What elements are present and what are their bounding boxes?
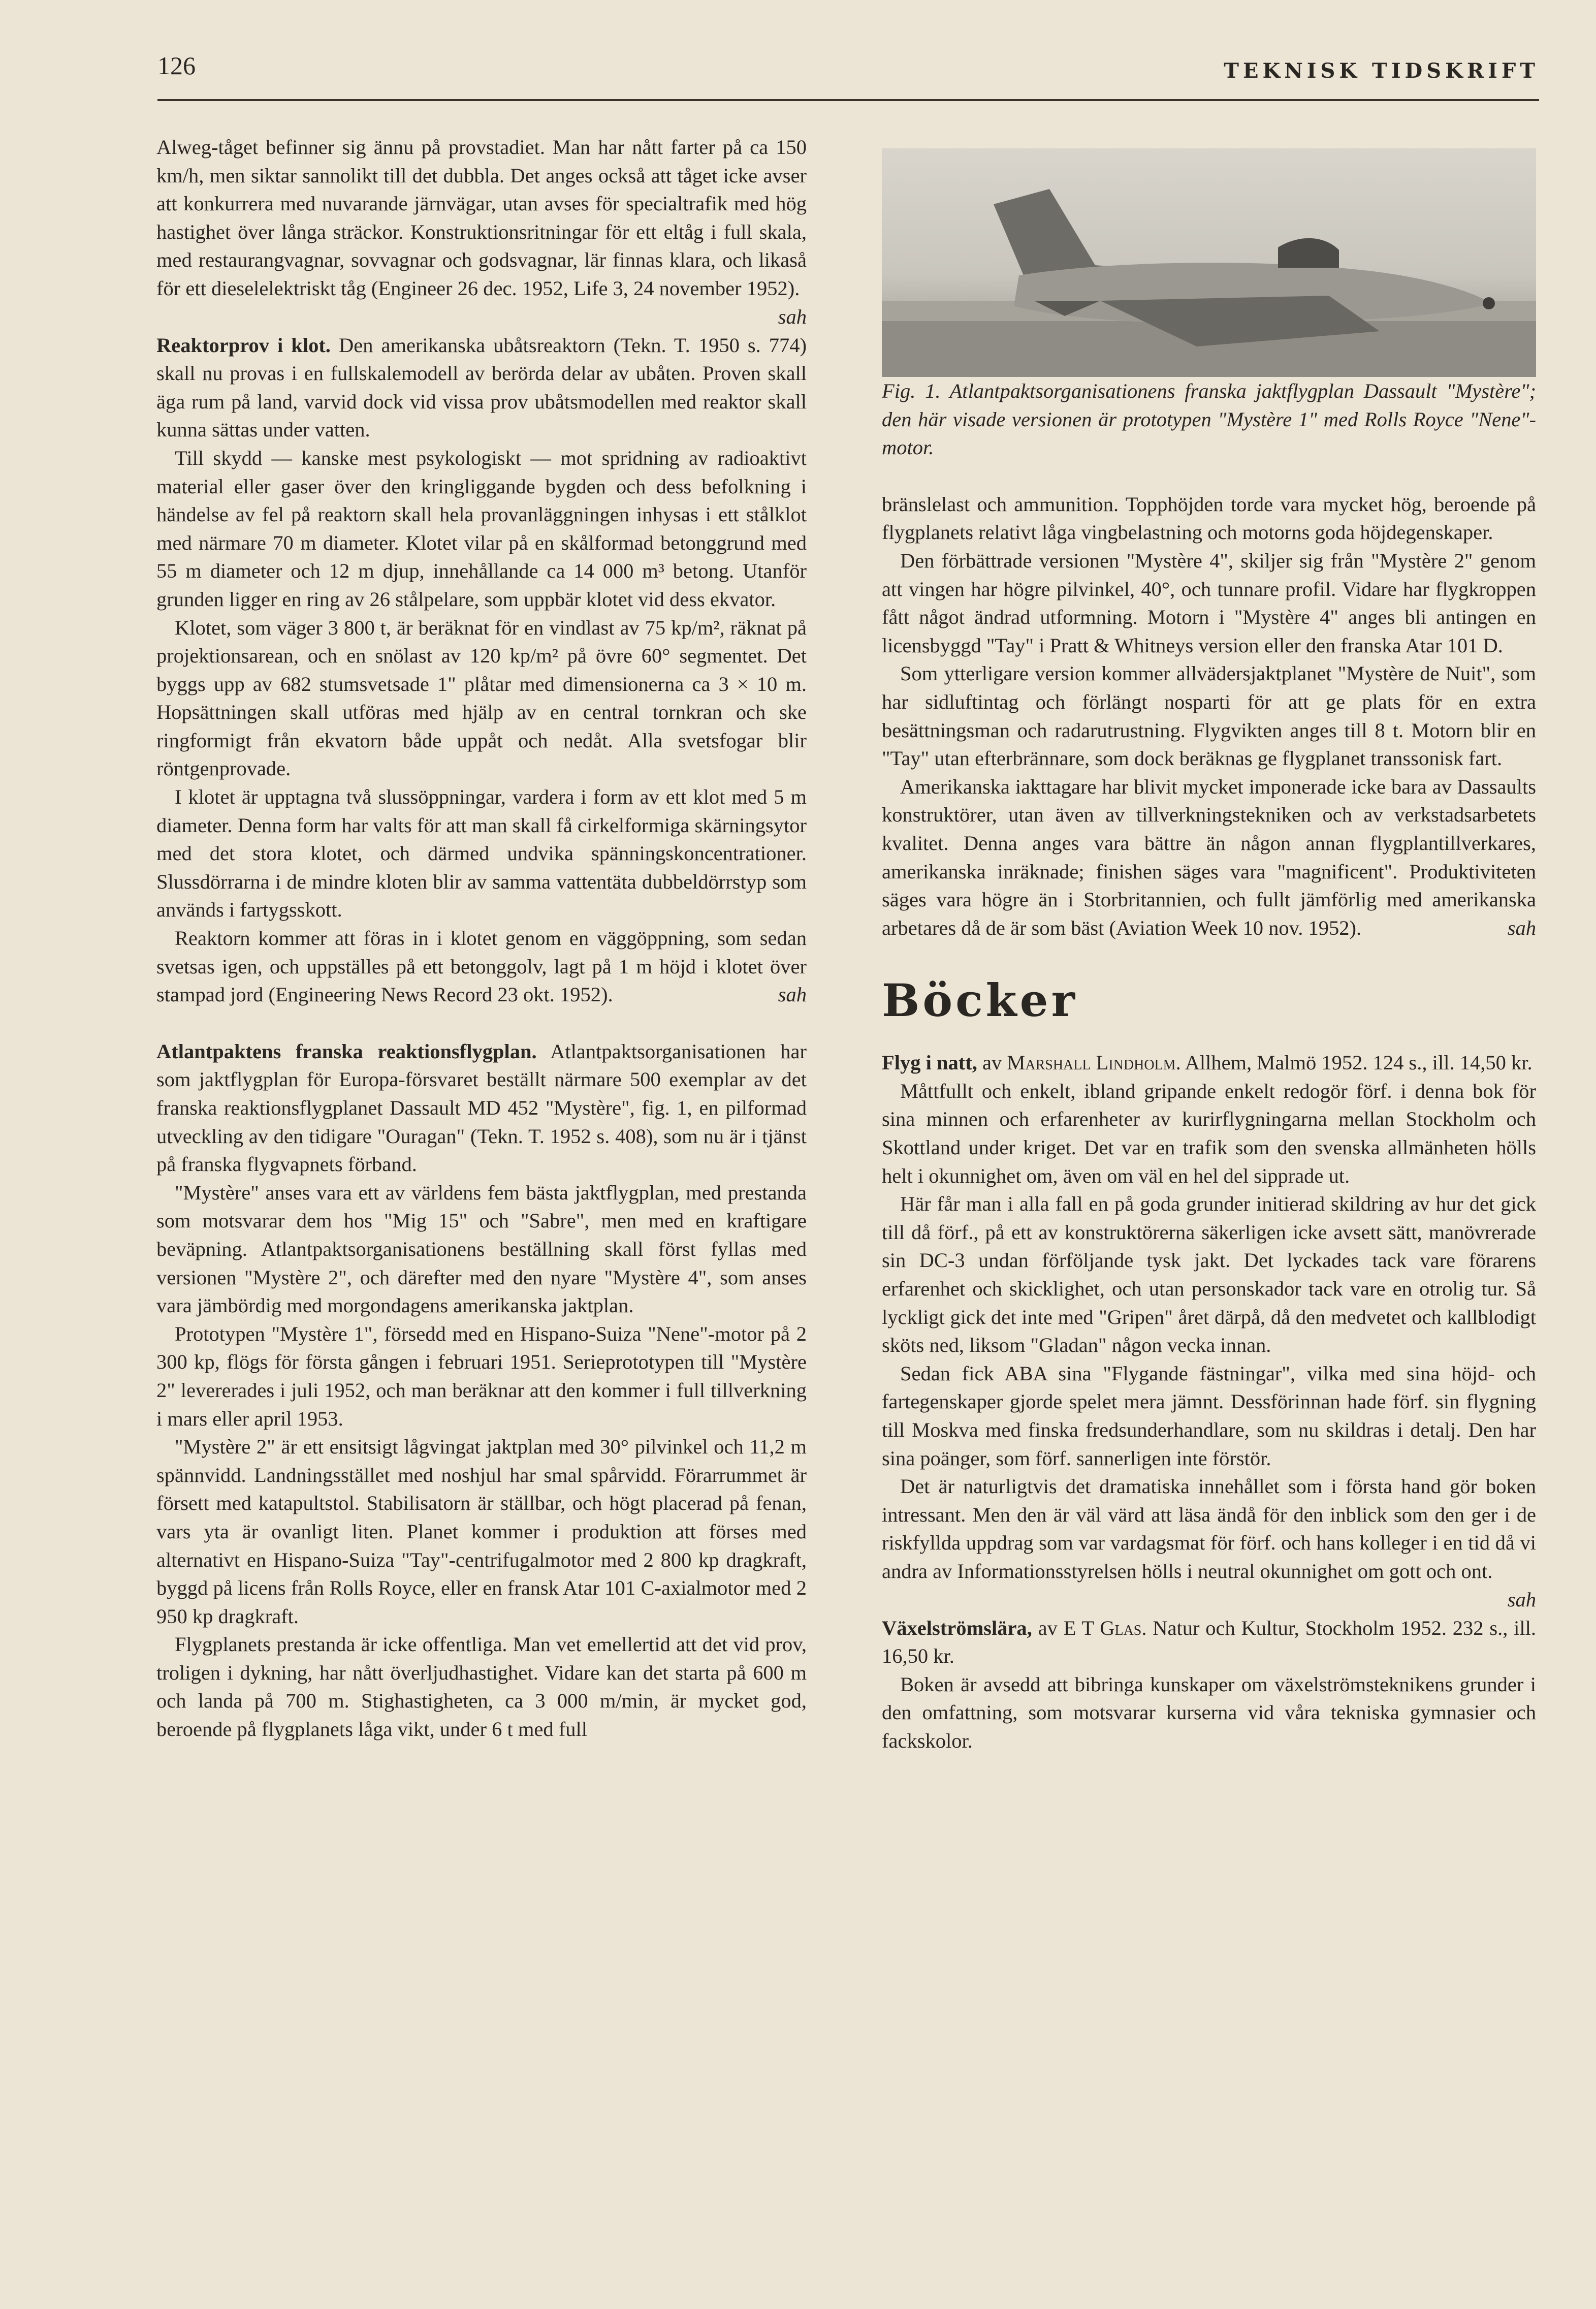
left-column <box>156 133 807 1744</box>
body-paragraph: "Mystère" anses vara ett av världens fem bästa jaktflygplan, med prestanda som motsvarar dem hos "Mig 15" och "Sabre", men med en kraftigare beväpning. Atlantpaktsorganisationens beställning skall först fyllas med versionen "Mystère 2", och därefter med den nyare "Mystère 4", som anses vara jämbördig med morgondagens amerikanska jaktplan. <box>156 1181 807 1317</box>
section-title-books: Böcker <box>882 974 1078 1027</box>
alweg-paragraph: Alweg-tåget befinner sig ännu på provstadiet. Man har nått farter på ca 150 km/h, men siktar sannolikt till det dubbla. Det anges också att tåget icke avser att konkurrera med nuvarande järnvägar, utan avses för specialtrafik med hög hastighet över långa sträckor. Konstruktionsritningar för ett eltåg i full skala, med restaurangvagnar, sovvagnar och godsvagnar, lär finnas klara, och likaså för ett dieselelektriskt tåg (Engineer 26 dec. 1952, Life 3, 24 november 1952). sah <box>156 133 807 303</box>
book-title: Flyg i natt, <box>882 1051 977 1074</box>
body-paragraph: bränslelast och ammunition. Topphöjden torde vara mycket hög, beroende på flygplanets relativt låga vingbelastning och motorns goda höjdegenskaper. <box>882 492 1536 544</box>
article-heading-reaktorprov: Reaktorprov i klot. <box>156 333 331 357</box>
page-number: 126 <box>157 51 196 80</box>
review-paragraph: Boken är avsedd att bibringa kunskaper om växelströmsteknikens grunder i den omfattning, som motsvarar kurserna vid våra tekniska gymnasier och fackskolor. <box>882 1672 1536 1752</box>
header-rule <box>157 99 1539 101</box>
jet-aircraft-photo-icon <box>882 148 1536 377</box>
book-entry-flyg-i-natt: Flyg i natt, av Marshall Lindholm. Allhem, Malmö 1952. 124 s., ill. 14,50 kr. <box>882 1051 1533 1074</box>
body-paragraph: Reaktorn kommer att föras in i klotet genom en väggöppning, som sedan svetsas igen, och uppställes på ett betonggolv, lagt på 1 m höjd i klotet över stampad jord (Engineering News Record 23 okt. 1952). sah <box>156 924 807 1009</box>
book-author: Marshall Lindholm <box>1007 1051 1176 1074</box>
journal-title: TEKNISK TIDSKRIFT <box>1224 59 1539 83</box>
body-paragraph: "Mystère 2" är ett ensitsigt lågvingat jaktplan med 30° pilvinkel och 11,2 m spännvidd. Landningsstället med noshjul har smal spårvidd. Förarrummet är försett med katapultstol. Stabilisatorn är ställbar, och högt placerad på fenan, vars yta är ovanligt liten. Planet kommer i produktion att förses med alternativt en Hispano-Suiza "Tay"-centrifugalmotor med 2 800 kp dragkraft, byggd på licens från Rolls Royce, eller en fransk Atar 101 C-axialmotor med 2 950 kp dragkraft. <box>156 1435 807 1628</box>
page-header <box>157 51 1539 102</box>
atlant-paragraph: Atlantpaktens franska reaktionsflygplan. Atlantpaktsorganisationen har som jaktflygplan för Europa-försvaret beställt närmare 500 exemplar av det franska reaktionsflygplanet Dassault MD 452 "Mystère", fig. 1, en pilformad utveckling av den tidigare "Ouragan" (Tekn. T. 1952 s. 408), som nu är i tjänst på franska flygvapnets förband. <box>156 1039 807 1176</box>
body-paragraph: Klotet, som väger 3 800 t, är beräknat för en vindlast av 75 kp/m², räknat på projektionsarean, och en snölast av 120 kp/m² på övre 60° segmentet. Det byggs upp av 682 stumsvetsade 1" plåtar med dimensionerna ca 3 × 10 m. Hopsättningen skall utföras med hjälp av en central tornkran och ske ringformigt från ekvatorn både uppåt och nedåt. Alla svetsfogar blir röntgenprovade. <box>156 616 807 780</box>
right-column <box>882 133 1536 1755</box>
figure-caption: Fig. 1. Atlantpaktsorganisationens franska jaktflygplan Dassault "Mystère"; den här visade versionen är prototypen "Mystère 1" med Rolls Royce "Nene"-motor. <box>882 379 1536 459</box>
signature: sah <box>778 983 807 1006</box>
body-paragraph: Den förbättrade versionen "Mystère 4", skiljer sig från "Mystère 2" genom att vingen har högre pilvinkel, 40°, och tunnare profil. Vidare har flygkroppen fått något ändrad utformning. Motorn i "Mystère 4" anges bli antingen en licensbyggd "Tay" i Pratt & Whitneys version eller den franska Atar 101 D. <box>882 549 1536 657</box>
body-paragraph: Till skydd — kanske mest psykologiskt — mot spridning av radioaktivt material eller gaser över den kringliggande bygden och dess befolkning i händelse av fel på reaktorn skall hela provanläggningen inhysas i ett stålklot med närmare 70 m diameter. Klotet vilar på en skålformad betonggrund med 55 m diameter och 12 m djup, innehållande ca 14 000 m³ betong. Utanför grunden ligger en ring av 26 stålpelare, som uppbär klotet vid dess ekvator. <box>156 446 807 611</box>
reaktor-paragraph: Reaktorprov i klot. Den amerikanska ubåtsreaktorn (Tekn. T. 1950 s. 774) skall nu provas i en fullskalemodell av berörda delar av ubåten. Proven skall äga rum på land, varvid dock vid vissa prov ubåtsmodellen med reaktor skall kunna sättas under vatten. <box>156 333 807 441</box>
spacer <box>882 462 1536 490</box>
body-paragraph: Som ytterligare version kommer allvädersjaktplanet "Mystère de Nuit", som har sidluftintag och förlängt nosparti för att ge plats för en extra besättningsman och radarutrustning. Flygvikten anges till 8 t. Motorn blir en "Tay" utan efterbrännare, som dock beräknas ge flygplanet transsonisk fart. <box>882 662 1536 770</box>
spacer <box>882 1586 1536 1614</box>
signature: sah <box>1507 916 1536 939</box>
book-entry-vaxelstromslara: Växelströmslära, av E T Glas. Natur och Kultur, Stockholm 1952. 232 s., ill. 16,50 kr. <box>882 1616 1537 1668</box>
review-paragraph: Måttfullt och enkelt, ibland gripande enkelt redogör förf. i denna bok för sina minnen och erfarenheter av kurirflygningarna mellan Stockholm och Skottland under kriget. Det var en trafik som den svenska allmänheten hölls helt i okunnighet om, även om väl en hel del sipprade ut. <box>882 1079 1536 1187</box>
spacer <box>156 303 807 331</box>
book-author: Glas <box>1100 1616 1142 1639</box>
review-paragraph: Sedan fick ABA sina "Flygande fästningar", vilka med sina höjd- och fartegenskaper gjorde spelet mera jämnt. Dessförinnan hade förf. sin flygning till Moskva med finska fredsunderhandlare, som nu skildras i detalj. Den har sina poänger, som förf. sannerligen inte förstör. <box>882 1362 1536 1470</box>
body-paragraph: Prototypen "Mystère 1", försedd med en Hispano-Suiza "Nene"-motor på 2 300 kp, flögs för första gången i februari 1951. Serieprototypen till "Mystère 2" levererades i juli 1952, och man beräknar att den kommer i full tillverkning i mars eller april 1953. <box>156 1322 807 1430</box>
review-paragraph: Här får man i alla fall en på goda grunder initierad skildring av hur det gick till då förf., på ett av konstruktörerna säkerligen icke avsett sätt, manövrerade sin DC-3 undan förföljande tysk jakt. Det lyckades tack vare förarens erfarenhet och skicklighet, och utan personskador tack vare en otrolig tur. Så lyckligt gick det inte med "Gripen" året därpå, då den medvetet och kallblodigt sköts ned, liksom "Gladan" någon vecka innan. <box>882 1192 1536 1357</box>
signature: sah <box>778 305 807 328</box>
article-heading-atlantpaktens: Atlantpaktens franska reaktionsflygplan. <box>156 1039 537 1063</box>
body-paragraph: Flygplanets prestanda är icke offentliga. Man vet emellertid att det vid prov, troligen i dykning, har nått överljudhastighet. Vidare kan det starta på 600 m och landa på 700 m. Stighastigheten, ca 3 000 m/min, är mycket god, beroende på flygplanets låga vikt, under 6 t med full <box>156 1633 807 1741</box>
spacer <box>156 1009 807 1037</box>
body-paragraph: I klotet är upptagna två slussöppningar, vardera i form av ett klot med 5 m diameter. Denna form har valts för att man skall få cirkelformiga skärningsytor med det stora klotet, och därmed undvika spänningskoncentrationer. Slussdörrarna i de mindre kloten blir av samma vattentäta dubbeldörrstyp som används i fartygsskott. <box>156 785 807 922</box>
body-paragraph: Amerikanska iakttagare har blivit mycket imponerade icke bara av Dassaults konstruktörer, utan även av tillverkningstekniken och av verkstadsarbetets kvalitet. Denna anges vara bättre än någon annan flygplantillverkares, amerikanska inräknade; finishen säges vara "magnificent". Produktiviteten säges vara högre än i Storbritannien, och fullt jämförlig med amerikanska arbetares då de är som bäst (Aviation Week 10 nov. 1952). sah <box>882 773 1536 942</box>
review-paragraph: Det är naturligtvis det dramatiska innehållet som i första hand gör boken intressant. Men den är väl värd att läsa ändå för den inblick som den ger i de riskfyllda uppdrag som var vardagsmat för förf. och hans kolleger i en tid då vi andra av Informationsstyrelsen hölls i neutral okunnighet om gott och ont. sah <box>882 1472 1536 1585</box>
figure-jet-aircraft-photo <box>882 148 1536 377</box>
book-title: Växelströmslära, <box>882 1616 1032 1639</box>
signature: sah <box>1507 1588 1536 1611</box>
